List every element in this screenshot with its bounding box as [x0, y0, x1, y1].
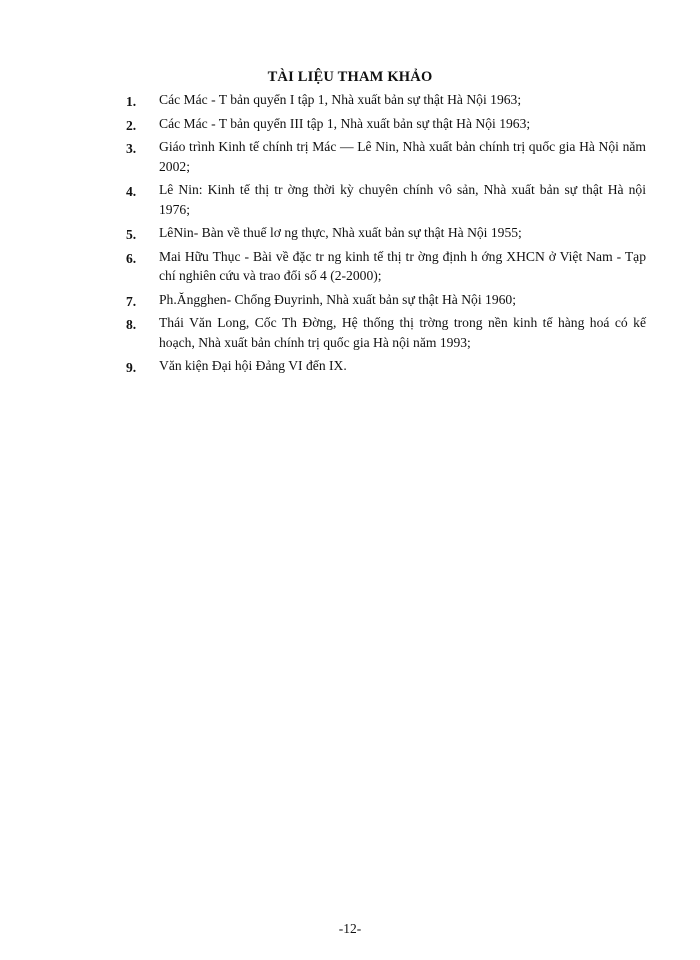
reference-number: 3. — [126, 141, 137, 156]
list-item — [126, 180, 646, 219]
reference-number: 6. — [126, 250, 137, 266]
reference-text: Mai Hữu Thục - Bài về đặc tr ng kinh tế thị tr ờng định h ớng XHCN ở Việt Nam - Tạp chí nghiên cứu và trao đổi số 4 (2-2000); — [159, 248, 646, 283]
reference-number: 7. — [126, 293, 137, 309]
reference-number: 5. — [126, 227, 137, 242]
list-item — [126, 223, 646, 243]
list-item — [126, 247, 646, 286]
reference-text: Văn kiện Đại hội Đảng VI đến IX. — [159, 358, 347, 373]
page-number: -12- — [338, 921, 362, 936]
reference-number: 2. — [126, 117, 137, 133]
reference-text: Các Mác - T bản quyển III tập 1, Nhà xuất bản sự thật Hà Nội 1963; — [159, 115, 531, 131]
list-item — [126, 114, 646, 134]
reference-number: 8. — [126, 317, 137, 332]
list-item — [126, 90, 646, 110]
reference-number: 1. — [126, 94, 137, 109]
reference-text: Thái Văn Long, Cốc Th Đờng, Hệ thống thị trờng trong nền kinh tế hàng hoá có kế hoạch, Nhà xuất bản chính trị quốc gia Hà nội năm 1993; — [159, 315, 646, 350]
list-item — [126, 356, 646, 376]
reference-number: 9. — [126, 360, 137, 375]
reference-number: 4. — [126, 184, 137, 199]
reference-text: LêNin- Bàn về thuế lơ ng thực, Nhà xuất bản sự thật Hà Nội 1955; — [159, 225, 522, 240]
page-title: TÀI LIỆU THAM KHẢO — [267, 69, 433, 85]
reference-list — [126, 90, 646, 380]
list-item — [126, 137, 646, 176]
list-item — [126, 290, 646, 310]
reference-text: Các Mác - T bản quyển I tập 1, Nhà xuất bản sự thật Hà Nội 1963; — [159, 92, 522, 107]
reference-text: Lê Nin: Kinh tế thị tr ờng thời kỳ chuyên chính vô sản, Nhà xuất bản sự thật Hà nội 1976; — [159, 182, 646, 217]
reference-text: Ph.Ăngghen- Chống Đuyrinh, Nhà xuất bản sự thật Hà Nội 1960; — [159, 291, 516, 307]
reference-text: Giáo trình Kinh tế chính trị Mác — Lê Nin, Nhà xuất bản chính trị quốc gia Hà Nội năm 2002; — [159, 139, 646, 174]
list-item — [126, 313, 646, 352]
